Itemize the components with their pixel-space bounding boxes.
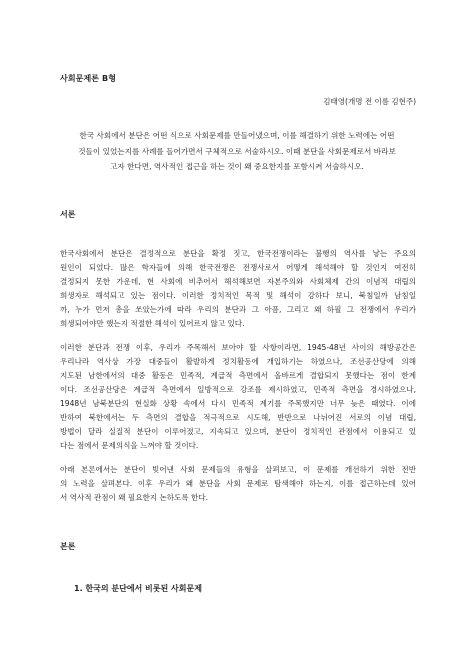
paragraph-line: 결정되지 못한 가운데, 현 사회에 비추어서 해석해보면 자본주의와 사회체제 간의 이념적 대립의 — [60, 277, 416, 286]
paragraph-line: 한국사회에서 분단은 결정적으로 분단을 확정 짓고, 한국전쟁이라는 불행의 역사를 낳는 주요의 — [60, 249, 416, 258]
prompt-line: 한국 사회에서 분단은 어떤 식으로 사회문제를 만들어냈으며, 이를 해결하기 위한 노력에는 어떤 — [79, 131, 395, 140]
paragraph-line: 다는 점에서 문제의식을 느껴야 할 것이다. — [60, 441, 199, 450]
document-title: 사회문제론 B형 — [60, 74, 117, 83]
prompt-line: 것들이 있었는지를 사례를 들어가면서 구체적으로 서술하시오. 이때 분단을 사회문제로서 바라보 — [78, 146, 396, 156]
intro-paragraph-2 — [60, 341, 416, 453]
subsection-heading: 1. 한국의 분단에서 비롯된 사회문제 — [74, 584, 202, 593]
paragraph-line: 희생자로 해석되고 있는 점이다. 이러한 정치적인 목적 및 해석이 강하다 보니, 북침일까 남침일 — [60, 291, 416, 300]
intro-heading: 서론 — [60, 210, 76, 219]
intro-paragraph-3 — [60, 463, 416, 505]
prompt-line: 고자 한다면, 역사적인 접근을 하는 것이 왜 중요한지를 포함시켜 서술하시오. — [110, 162, 364, 171]
paragraph-line: 지도된 남한에서의 대중 활동은 민족적, 계급적 측면에서 올바르게 결합되지 못했다는 점이 한계 — [60, 371, 416, 380]
paragraph-line: 방법이 달라 실질적 분단이 이루어졌고, 지속되고 있으며, 분단이 정치적인 관점에서 이용되고 있 — [60, 427, 416, 436]
paragraph-line: 반하여 북한에서는 두 측면의 결합을 적극적으로 시도해, 반반으로 나뉘어진 서로의 이념 대립, — [60, 413, 416, 422]
paragraph-line: 이다. 조선공산당은 계급적 측면에서 일방적으로 강조를 제시하였고, 민족적 측면을 경시하였으나, — [60, 385, 416, 394]
assignment-prompt — [60, 128, 414, 175]
paragraph-line: 희생되어야만 했는지 적절한 해석이 있어르지 않고 있다. — [60, 319, 245, 328]
paragraph-line: 이러한 분단과 전쟁 이후, 우리가 주목해서 보아야 할 사항이라면, 1945-48년 사이의 해방공간은 — [60, 343, 416, 352]
intro-paragraph-1 — [60, 247, 416, 331]
paragraph-line: 까, 누가 먼저 총을 쏘았는가에 따라 우리의 분단과 그 아픔, 그리고 왜 하필 그 전쟁에서 우리가 — [60, 305, 416, 314]
paragraph-line: 아래 본론에서는 분단이 빚어낸 사회 문제들의 유형을 살펴보고, 이 문제를 개선하기 위한 전반 — [60, 465, 416, 474]
paragraph-line: 1948년 남북분단의 현실화 상황 속에서 다시 민족적 계기를 주목했지만 너무 늦은 때였다. 이에 — [60, 399, 416, 408]
body-heading: 본론 — [60, 542, 76, 551]
paragraph-line: 우리나라 역사상 가장 대중들이 활발하게 정치활동에 개입하기는 하였으나, 조선공산당에 의해 — [60, 357, 416, 366]
paragraph-line: 서 역사적 관점이 왜 필요한지 논하도록 한다. — [60, 493, 209, 502]
paragraph-line: 의 노력을 살펴본다. 이후 우리가 왜 분단을 사회 문제로 탐색해야 하는지, 이를 접근하는데 있어 — [60, 479, 416, 488]
author-line: 김태영(개명 전 이름 김현주) — [323, 97, 416, 106]
paragraph-line: 원인이 되었다. 많은 학자들에 의해 한국전쟁은 전쟁사로서 어떻게 해석해야 할 것인지 여전히 — [60, 263, 416, 272]
